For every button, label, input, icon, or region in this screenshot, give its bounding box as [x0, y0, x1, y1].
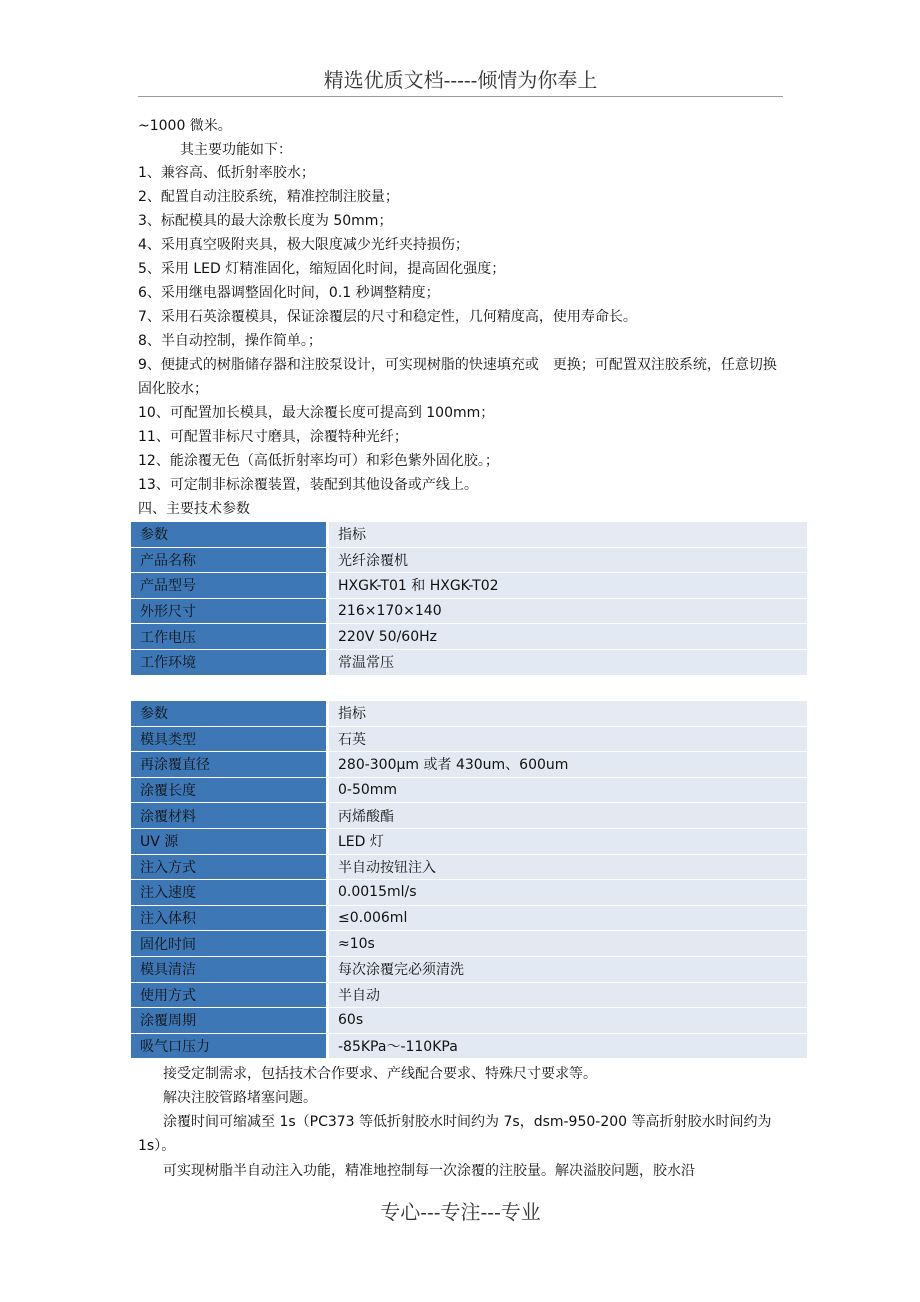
feature-item: 3、标配模具的最大涂敷长度为 50mm； — [138, 213, 393, 229]
features-title: 其主要功能如下： — [180, 142, 292, 158]
param-name: 工作电压 — [131, 624, 329, 650]
header-divider — [138, 96, 783, 97]
param-name: 注入速度 — [131, 880, 329, 906]
param-value: 半自动 — [329, 983, 807, 1009]
feature-item: 4、采用真空吸附夹具，极大限度减少光纤夹持损伤； — [138, 237, 469, 253]
param-name: 外形尺寸 — [131, 599, 329, 625]
feature-item: 11、可配置非标尺寸磨具，涂覆特种光纤； — [138, 429, 408, 445]
feature-item: 5、采用 LED 灯精准固化，缩短固化时间，提高固化强度； — [138, 261, 506, 277]
table-row — [131, 906, 807, 932]
param-value: 指标 — [329, 701, 807, 727]
param-value: -85KPa～-110KPa — [329, 1034, 807, 1060]
feature-item: 10、可配置加长模具，最大涂覆长度可提高到 100mm； — [138, 405, 495, 421]
table-row — [131, 701, 807, 727]
param-value: 280-300μm 或者 430um、600um — [329, 752, 807, 778]
table-row — [131, 957, 807, 983]
param-value: ≤0.006ml — [329, 906, 807, 932]
param-name: 产品名称 — [131, 548, 329, 574]
table-row — [131, 548, 807, 574]
intro-lead: ~1000 微米。 — [138, 118, 232, 134]
table-row — [131, 573, 807, 599]
param-value: 每次涂覆完必须清洗 — [329, 957, 807, 983]
param-name: UV 源 — [131, 829, 329, 855]
param-value: 光纤涂覆机 — [329, 548, 807, 574]
param-value: 丙烯酸酯 — [329, 803, 807, 829]
feature-item: 13、可定制非标涂覆装置，装配到其他设备或产线上。 — [138, 477, 478, 493]
param-value: 半自动按钮注入 — [329, 855, 807, 881]
table-row — [131, 1008, 807, 1034]
param-value: 0-50mm — [329, 778, 807, 804]
closing-paragraph: 解决注胶管路堵塞问题。 — [163, 1090, 317, 1106]
feature-item: 12、能涂覆无色（高低折射率均可）和彩色紫外固化胶。； — [138, 453, 499, 469]
table-row — [131, 983, 807, 1009]
table-row — [131, 650, 807, 676]
section-title: 四、主要技术参数 — [138, 501, 250, 517]
table-row — [131, 803, 807, 829]
feature-item: 7、采用石英涂覆模具，保证涂覆层的尺寸和稳定性，几何精度高，使用寿命长。 — [138, 309, 637, 325]
closing-paragraph: 可实现树脂半自动注入功能，精准地控制每一次涂覆的注胶量。解决溢胶问题，胶水沿 — [163, 1163, 695, 1179]
closing-paragraph: 接受定制需求，包括技术合作要求、产线配合要求、特殊尺寸要求等。 — [163, 1066, 597, 1082]
table-row — [131, 778, 807, 804]
closing-paragraph: 涂覆时间可缩减至 1s（PC373 等低折射胶水时间约为 7s，dsm-950-200 等高折射胶水时间约为 1s）。 — [138, 1114, 772, 1154]
param-value: ≈10s — [329, 931, 807, 957]
param-value: LED 灯 — [329, 829, 807, 855]
table-row — [131, 624, 807, 650]
param-value: 指标 — [329, 522, 807, 548]
table-row — [131, 829, 807, 855]
param-name: 工作环境 — [131, 650, 329, 676]
param-value: 石英 — [329, 727, 807, 753]
param-value: 216×170×140 — [329, 599, 807, 625]
param-name: 注入体积 — [131, 906, 329, 932]
page-header: 精选优质文档-----倾情为你奉上 — [323, 68, 598, 92]
table-row — [131, 599, 807, 625]
param-name: 模具类型 — [131, 727, 329, 753]
param-name: 涂覆周期 — [131, 1008, 329, 1034]
feature-item: 6、采用继电器调整固化时间，0.1 秒调整精度； — [138, 285, 440, 301]
page-footer: 专心---专注---专业 — [380, 1200, 541, 1224]
table-row — [131, 880, 807, 906]
param-name: 使用方式 — [131, 983, 329, 1009]
param-name: 固化时间 — [131, 931, 329, 957]
param-name: 涂覆材料 — [131, 803, 329, 829]
param-value: HXGK-T01 和 HXGK-T02 — [329, 573, 807, 599]
param-name: 吸气口压力 — [131, 1034, 329, 1060]
feature-item: 2、配置自动注胶系统，精准控制注胶量； — [138, 189, 399, 205]
param-name: 模具清洁 — [131, 957, 329, 983]
param-name: 涂覆长度 — [131, 778, 329, 804]
param-name: 参数 — [131, 522, 329, 548]
spec-table-detail — [131, 701, 807, 1059]
param-name: 再涂覆直径 — [131, 752, 329, 778]
table-row — [131, 931, 807, 957]
feature-item: 9、便捷式的树脂储存器和注胶泵设计，可实现树脂的快速填充或 更换；可配置双注胶系统，任意切换固化胶水； — [138, 357, 777, 397]
spec-table-basic — [131, 522, 807, 676]
table-row — [131, 752, 807, 778]
table-row — [131, 522, 807, 548]
param-value: 0.0015ml/s — [329, 880, 807, 906]
param-value: 220V 50/60Hz — [329, 624, 807, 650]
table-row — [131, 855, 807, 881]
feature-item: 8、半自动控制，操作简单。； — [138, 333, 322, 349]
table-row — [131, 727, 807, 753]
table-row — [131, 1034, 807, 1060]
feature-item: 1、兼容高、低折射率胶水； — [138, 165, 315, 181]
param-value: 常温常压 — [329, 650, 807, 676]
param-name: 产品型号 — [131, 573, 329, 599]
param-name: 注入方式 — [131, 855, 329, 881]
param-value: 60s — [329, 1008, 807, 1034]
param-name: 参数 — [131, 701, 329, 727]
